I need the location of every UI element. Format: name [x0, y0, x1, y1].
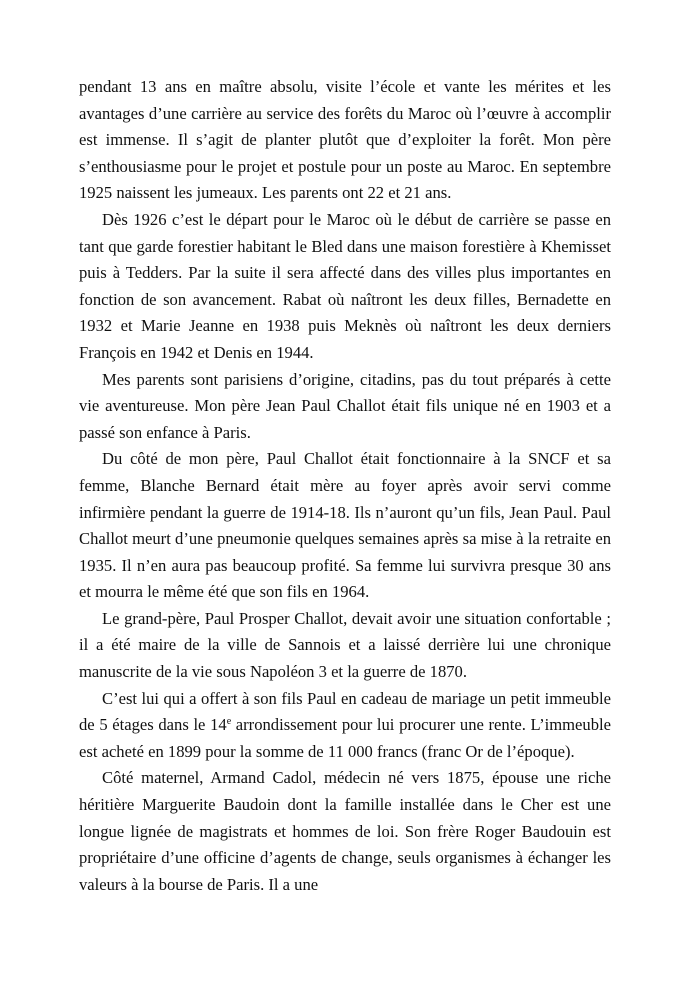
paragraph: Dès 1926 c’est le départ pour le Maroc où le début de carrière se passe en tant que garde forestier habitant le Bled dans une maison forestière à Khemisset puis à Tedders. Par la suite il sera affecté dans des villes plus importantes en fonction de son avancement. Rabat où naîtront les deux filles, Bernadette en 1932 et Marie Jeanne en 1938 puis Meknès où naîtront les deux derniers François en 1942 et Denis en 1944.	[79, 209, 611, 362]
paragraph: Du côté de mon père, Paul Challot était fonctionnaire à la SNCF et sa femme, Blanche Bernard était mère au foyer après avoir servi comme infirmière pendant la guerre de 1914-18. Ils n’auront qu’un fils, Jean Paul. Paul Challot meurt d’une pneumonie quelques semaines après sa mise à la retraite en 1935. Il n’en aura pas beaucoup profité. Sa femme lui survivra presque 30 ans et mourra le même été que son fils en 1964.	[79, 449, 611, 602]
paragraph	[79, 686, 611, 766]
paragraph-text-before: C’est lui qui a offert à son fils Paul en cadeau de mariage un petit immeuble de 5 étages dans le 14	[79, 688, 611, 735]
document-page	[79, 74, 611, 898]
paragraph: Mes parents sont parisiens d’origine, citadins, pas du tout préparés à cette vie aventureuse. Mon père Jean Paul Challot était fils unique né en 1903 et a passé son enfance à Paris.	[79, 369, 611, 442]
paragraph: Le grand-père, Paul Prosper Challot, devait avoir une situation confortable ; il a été maire de la ville de Sannois et a laissé derrière lui une chronique manuscrite de la vie sous Napoléon 3 et la guerre de 1870.	[79, 608, 611, 682]
paragraph: Côté maternel, Armand Cadol, médecin né vers 1875, épouse une riche héritière Marguerite Baudoin dont la famille installée dans le Cher est une longue lignée de magistrats et hommes de loi. Son frère Roger Baudouin est propriétaire d’une officine d’agents de change, seuls organismes à échanger les valeurs à la bourse de Paris. Il a une	[79, 768, 611, 894]
paragraph: pendant 13 ans en maître absolu, visite l’école et vante les mérites et les avantages d’une carrière au service des forêts du Maroc où l’œuvre à accomplir est immense. Il s’agit de planter plutôt que d’exploiter la forêt. Mon père s’enthousiasme pour le projet et postule pour un poste au Maroc. En septembre 1925 naissent les jumeaux. Les parents ont 22 et 21 ans.	[79, 77, 611, 203]
superscript-e: e	[226, 716, 232, 728]
paragraph-text-after: arrondissement pour lui procurer une rente. L’immeuble est acheté en 1899 pour la somme de 11 000 francs (franc Or de l’époque).	[79, 715, 611, 761]
